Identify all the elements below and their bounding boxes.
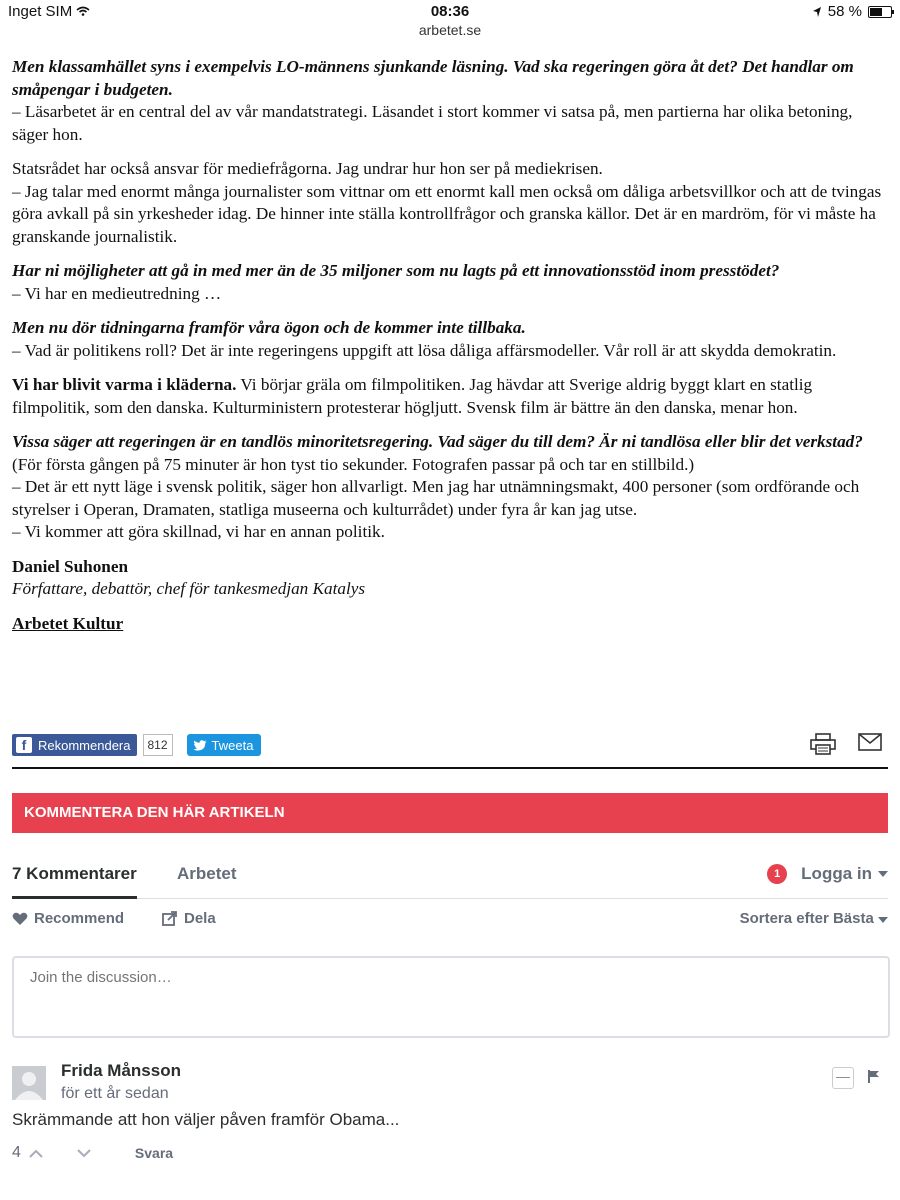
- paragraph: [12, 431, 888, 544]
- facebook-icon: f: [16, 737, 32, 753]
- divider: [12, 767, 888, 769]
- heart-icon: [12, 912, 28, 926]
- section-link[interactable]: Arbetet Kultur: [12, 613, 124, 633]
- comment-input[interactable]: [28, 968, 872, 987]
- recommend-button[interactable]: [12, 910, 124, 927]
- avatar-icon: [12, 1066, 46, 1100]
- answer: – Vi har en medieutredning …: [12, 283, 222, 303]
- clock: 08:36: [430, 3, 470, 20]
- share-label: Dela: [184, 910, 216, 927]
- sort-label: Sortera efter Bästa: [739, 910, 874, 927]
- answer: – Vad är politikens roll? Det är inte regeringens uppgift att lösa dåliga affärsmodeller. Vår roll är att skydda demokratin.: [12, 340, 837, 360]
- comment-text: Skrämmande att hon väljer påven framför Obama...: [12, 1110, 400, 1129]
- article-body: [12, 56, 888, 647]
- login-menu[interactable]: [767, 864, 888, 884]
- chevron-down-icon: [878, 871, 888, 877]
- battery-icon: [868, 6, 892, 18]
- comment-footer: [12, 1144, 173, 1162]
- downvote-icon[interactable]: [77, 1149, 91, 1158]
- paragraph: [12, 260, 888, 305]
- share-icon: [162, 911, 178, 926]
- comment-banner[interactable]: [12, 793, 888, 833]
- tweet-button[interactable]: [187, 734, 262, 756]
- address-bar[interactable]: arbetet.se: [418, 22, 482, 38]
- print-icon[interactable]: [810, 733, 836, 755]
- login-label: Logga in: [801, 864, 872, 883]
- comment-box[interactable]: [12, 956, 890, 1038]
- tab-arbetet[interactable]: Arbetet: [177, 864, 237, 883]
- author-name: Daniel Suhonen: [12, 556, 129, 576]
- question: Har ni möjligheter att gå in med mer än de 35 miljoner som nu lagts på ett innovationsstöd inom presstödet?: [12, 261, 780, 280]
- comment-time[interactable]: för ett år sedan: [61, 1085, 169, 1102]
- article-tools: [810, 733, 882, 755]
- fb-label: Rekommendera: [38, 737, 131, 753]
- tweet-label: Tweeta: [211, 737, 254, 753]
- sort-dropdown[interactable]: [740, 910, 888, 927]
- tab-comments[interactable]: 7 Kommentarer: [12, 864, 137, 899]
- lead: Vi har blivit varma i kläderna.: [12, 375, 237, 394]
- email-icon[interactable]: [858, 733, 882, 751]
- facebook-recommend-button[interactable]: [12, 734, 137, 756]
- paragraph: [12, 374, 888, 419]
- fb-count: 812: [143, 734, 173, 756]
- battery-percent: 58 %: [827, 3, 862, 20]
- question: Vissa säger att regeringen är en tandlös minoritetsregering. Vad säger du till dem? Är ni tandlösa eller blir det verkstad?: [12, 432, 863, 451]
- battery-fill: [870, 8, 882, 16]
- comment-tabs: [12, 860, 888, 899]
- flag-icon[interactable]: [868, 1070, 880, 1083]
- byline: [12, 556, 888, 601]
- comment-author[interactable]: Frida Månsson: [61, 1061, 181, 1080]
- upvote-icon[interactable]: [29, 1149, 43, 1158]
- collapse-button[interactable]: —: [832, 1067, 854, 1089]
- reply-button[interactable]: Svara: [134, 1145, 174, 1161]
- answer: – Det är ett nytt läge i svensk politik, säger hon allvarligt. Men jag har utnämningsmakt, 400 personer (som ordförande och styrelser i Operan, Dramaten, statliga museerna och kulturrådet) under fyra år kan jag utse.: [12, 477, 860, 519]
- paragraph: [12, 56, 888, 146]
- carrier-label: Inget SIM: [8, 3, 90, 20]
- intro: Statsrådet har också ansvar för mediefrågorna. Jag undrar hur hon ser på mediekrisen.: [12, 159, 603, 178]
- aside: (För första gången på 75 minuter är hon tyst tio sekunder. Fotografen passar på och tar en stillbild.): [12, 454, 695, 474]
- share-button[interactable]: [162, 910, 216, 927]
- vote-count: 4: [12, 1144, 21, 1161]
- answer: – Läsarbetet är en central del av vår mandatstrategi. Läsandet i stort kommer vi satsa på, men partierna har olika betoning, säger hon.: [12, 102, 853, 144]
- chevron-down-icon: [878, 917, 888, 923]
- share-bar: [12, 734, 261, 756]
- text: Vi börjar gräla om filmpolitiken. Jag hävdar att Sverige aldrig byggt klart en statlig filmpolitik, som den danska. Kulturministern protesterar högljutt. Svensk film är bättre än den danska, menar hon.: [12, 375, 813, 417]
- answer: – Vi kommer att göra skillnad, vi har en annan politik.: [12, 522, 385, 541]
- author-role: Författare, debattör, chef för tankesmedjan Katalys: [12, 579, 366, 598]
- twitter-icon: [193, 740, 207, 751]
- recommend-label: Recommend: [34, 910, 125, 927]
- paragraph: [12, 158, 888, 248]
- notification-badge[interactable]: 1: [767, 864, 787, 884]
- answer: – Jag talar med enormt många journalister som vittnar om ett enormt kall men också om dåliga arbetsvillkor och att de tvingas göra avkall på sin yrkesheder idag. De hinner inte ställa kontrollfrågor och granska källor. Det är en mardröm, för vi måste ha granskande journalistik.: [12, 181, 882, 246]
- status-bar: [0, 0, 900, 22]
- banner-label: KOMMENTERA DEN HÄR ARTIKELN: [24, 804, 285, 821]
- avatar[interactable]: [12, 1066, 46, 1100]
- paragraph: [12, 317, 888, 362]
- location-arrow-icon: [812, 6, 822, 18]
- battery-status: [812, 3, 892, 20]
- question: Men klassamhället syns i exempelvis LO-männens sjunkande läsning. Vad ska regeringen göra åt det? Det handlar om småpengar i budgeten.: [12, 57, 854, 99]
- comment-actions: [12, 908, 888, 932]
- question: Men nu dör tidningarna framför våra ögon och de kommer inte tillbaka.: [12, 318, 526, 337]
